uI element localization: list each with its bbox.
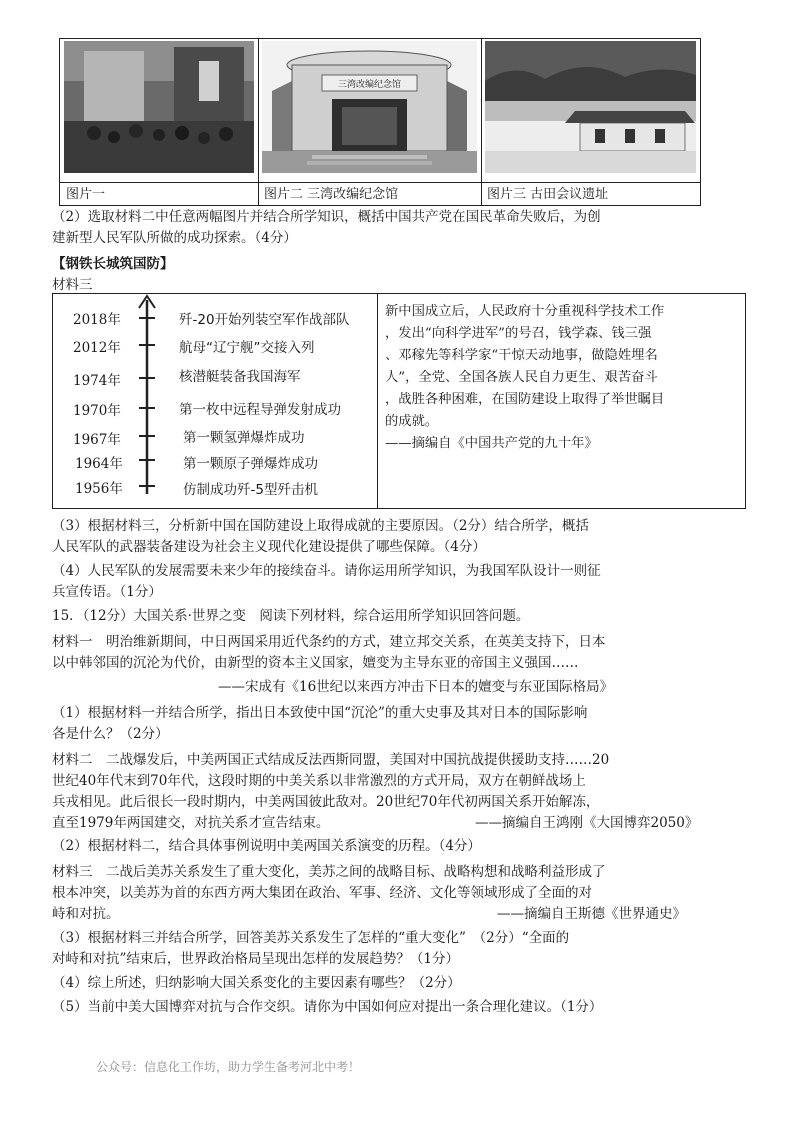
photo-caption-3: 图片三 古田会议遗址 [487,187,609,202]
timeline-event: 第一枚中远程导弹发射成功 [179,402,341,418]
q15-m2-line1: 材料二 二战爆发后，中美两国正式结成反法西斯同盟，美国对中国抗战提供援助支持……20 [52,752,610,768]
timeline-year: 1974年 [73,373,121,389]
timeline-year: 1956年 [75,481,123,497]
q15-m2-source: ——摘编自王鸿刚《大国博弈2050》 [475,815,699,831]
q15-q3-line1: （3）根据材料三并结合所学，回答美苏关系发生了怎样的“重大变化” （2分）“全面的 [52,930,570,946]
q15-m3-line2: 根本冲突，以美苏为首的东西方两大集团在政治、军事、经济、文化等领域形成了全面的对 [52,885,592,901]
q15-q2: （2）根据材料二，结合具体事例说明中美两国关系演变的历程。（4分） [52,838,481,854]
material3-label: 材料三 [52,277,93,293]
timeline-event: 第一颗原子弹爆炸成功 [183,456,318,472]
q15-header: 15．（12分）大国关系·世界之变 阅读下列材料，综合运用所学知识回答问题。 [52,608,530,624]
timeline-year: 1970年 [73,403,121,419]
meeting-site-photo [485,41,696,173]
q15-m2-line2: 世纪40年代末到70年代，这段时期的中美关系以非常激烈的方式开局，双方在朝鲜战场上 [52,773,586,789]
quote-line: 的成就。 [385,414,439,429]
q14-3-line1: （3）根据材料三，分析新中国在国防建设上取得成就的主要原因。（2分）结合所学，概括 [52,518,589,534]
section-title: 【钢铁长城筑国防】 [52,256,174,272]
q15-q3-line2: 对峙和对抗”结束后，世界政治格局呈现出怎样的发展趋势？（1分） [52,951,459,967]
q14-3-line2: 人民军队的武器装备建设为社会主义现代化建设提供了哪些保障。（4分） [52,539,486,555]
q15-m3-source: ——摘编自王斯德《世界通史》 [497,906,686,922]
timeline-event: 歼-20开始列装空军作战部队 [179,312,350,328]
photo-table [59,38,701,206]
timeline-year: 2018年 [73,312,121,328]
q15-q1-line2: 各是什么？（2分） [52,726,169,742]
q15-m1-line1: 材料一 明治维新期间，中日两国采用近代条约的方式，建立邦交关系，在英美支持下，日本 [52,634,606,650]
quote-line: ，发出“向科学进军”的号召，钱学森、钱三强 [385,326,652,341]
q14-2-line2: 建新型人民军队所做的成功探索。（4分） [52,230,297,246]
timeline-year: 1964年 [75,456,123,472]
timeline-arrow [133,294,163,504]
footer-watermark: 公众号：信息化工作坊，助力学生备考河北中考！ [96,1060,361,1074]
q15-m2-line3: 兵戎相见。此后很长一段时期内，中美两国彼此敌对。20世纪70年代初两国关系开始解冻， [52,794,600,810]
quote-line: 人”，全党、全国各族人民自力更生、艰苦奋斗 [385,370,658,385]
material3-table [52,293,746,509]
photo-caption-2: 图片二 三湾改编纪念馆 [264,187,399,202]
memorial-sign-text: 三湾改编纪念馆 [337,80,402,90]
timeline-event: 核潜艇装备我国海军 [179,369,301,385]
photo-cell-3 [481,39,700,205]
q15-m2-line4: 直至1979年两国建交，对抗关系才宣告结束。 [52,815,330,831]
timeline-event: 仿制成功歼-5型歼击机 [183,482,318,498]
historical-crowd-photo [64,41,254,173]
timeline-year: 1967年 [73,432,121,448]
q14-2-line1: （2）选取材料二中任意两幅图片并结合所学知识，概括中国共产党在国民革命失败后，为创 [52,209,601,225]
q15-m3-line1: 材料三 二战后美苏关系发生了重大变化，美苏之间的战略目标、战略构想和战略利益形成了 [52,864,606,880]
q15-m3-line3: 峙和对抗。 [52,906,120,922]
quote-source: ——摘编自《中国共产党的九十年》 [385,436,598,451]
q15-q1-line1: （1）根据材料一并结合所学，指出日本致使中国“沉沦”的重大史事及其对日本的国际影响 [52,705,588,721]
q15-m1-line2: 以中韩邻国的沉沦为代价，由新型的资本主义国家，嬗变为主导东亚的帝国主义强国…… [52,655,579,671]
memorial-hall-photo [262,41,477,173]
photo-cell-1 [60,39,259,205]
q14-4-line2: 兵宣传语。（1分） [52,584,162,600]
quote-line: 、邓稼先等科学家“干惊天动地事，做隐姓埋名 [385,348,658,363]
q15-m1-source: ——宋成有《16世纪以来西方冲击下日本的嬗变与东亚国际格局》 [218,679,614,695]
quote-line: 新中国成立后，人民政府十分重视科学技术工作 [385,304,665,319]
photo-caption-1: 图片一 [66,187,106,202]
quote-line: ，战胜各种困难，在国防建设上取得了举世瞩目 [385,392,665,407]
photo-cell-2 [258,39,482,205]
q14-4-line1: （4）人民军队的发展需要未来少年的接续奋斗。请你运用所学知识，为我国军队设计一则征 [52,563,601,579]
timeline-event: 航母“辽宁舰”交接入列 [179,340,315,356]
q15-q5: （5）当前中美大国博弈对抗与合作交织。请你为中国如何应对提出一条合理化建议。（1分） [52,999,603,1015]
timeline-year: 2012年 [73,340,121,356]
q15-q4: （4）综上所述，归纳影响大国关系变化的主要因素有哪些？（2分） [52,975,461,991]
material3-divider [377,294,378,508]
timeline-event: 第一颗氢弹爆炸成功 [183,430,305,446]
